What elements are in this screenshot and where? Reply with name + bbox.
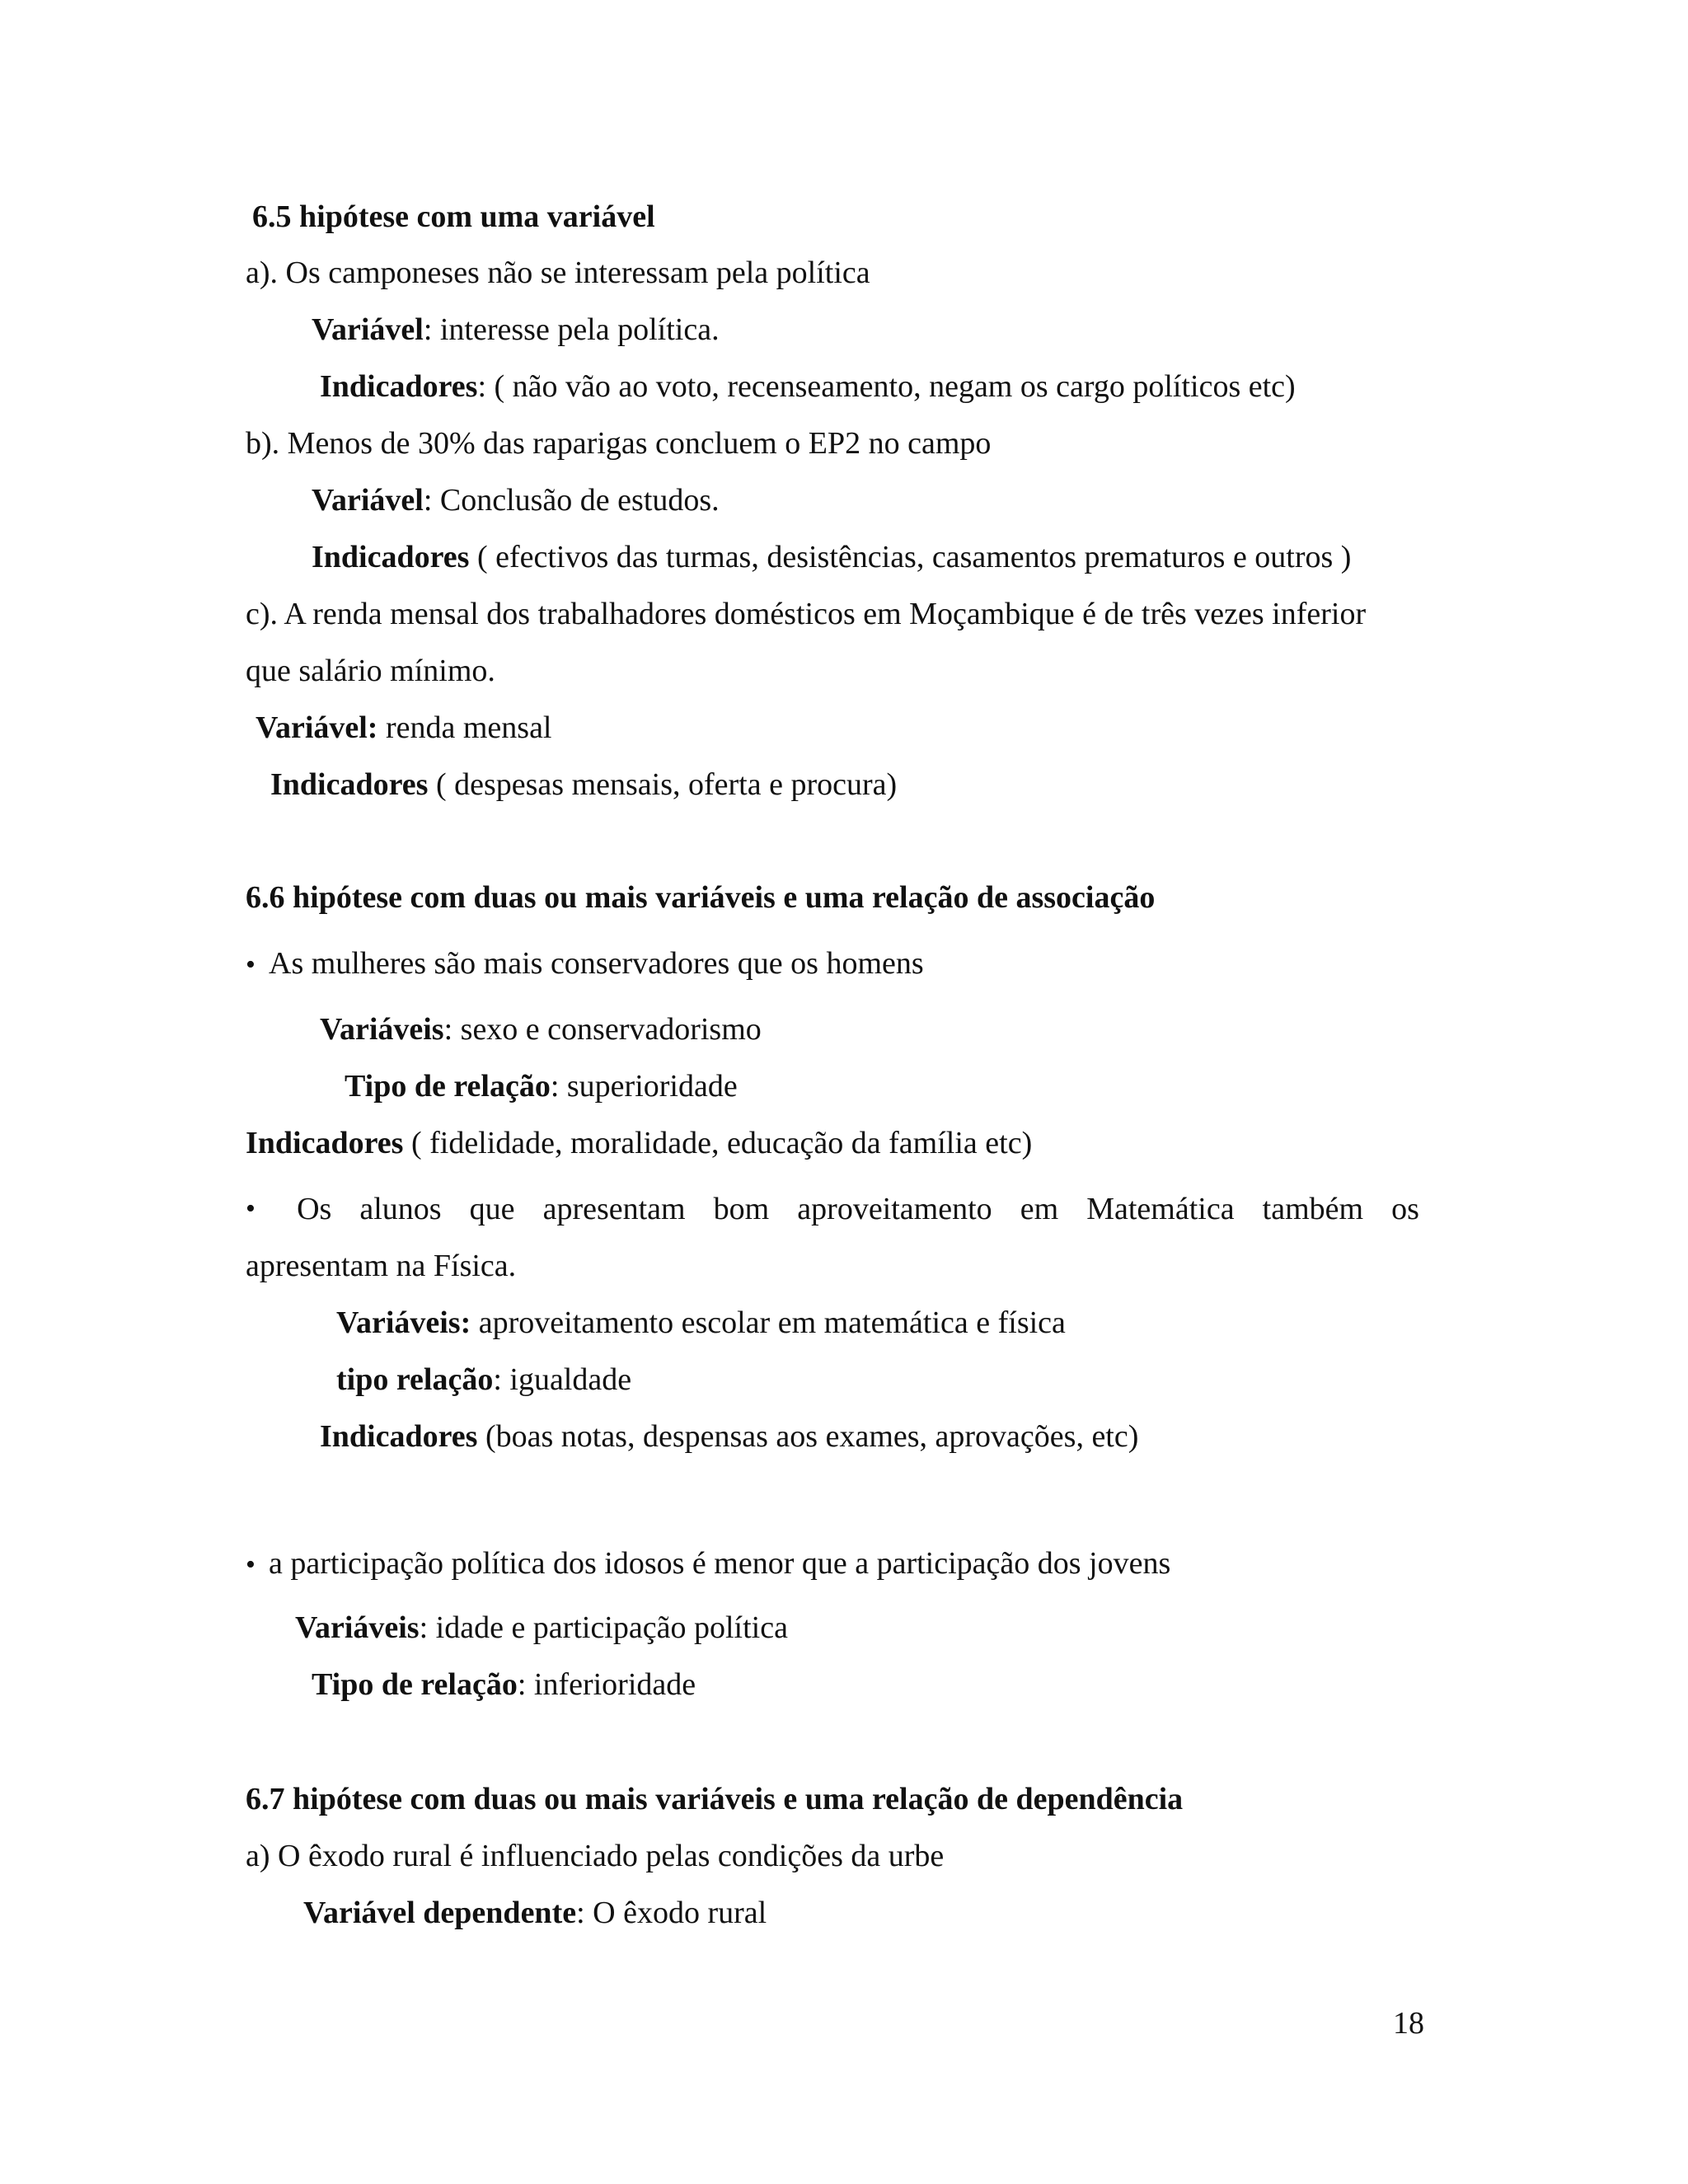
hypothesis-bullet-item bbox=[246, 944, 924, 984]
variable-label: Variável bbox=[312, 483, 424, 518]
variables-text: : sexo e conservadorismo bbox=[443, 1012, 762, 1047]
word: Os bbox=[297, 1192, 332, 1226]
variable-line bbox=[256, 709, 552, 747]
hypothesis-b-line: b). Menos de 30% das raparigas concluem o EP2 no campo bbox=[246, 426, 992, 461]
word: que bbox=[469, 1192, 515, 1226]
word: também bbox=[1262, 1192, 1364, 1226]
relation-type-line bbox=[312, 1666, 696, 1704]
variables-text: aproveitamento escolar em matemática e física bbox=[471, 1305, 1066, 1340]
relation-type-text: : inferioridade bbox=[517, 1667, 696, 1702]
hypothesis-c-line-2: que salário mínimo. bbox=[246, 654, 495, 688]
indicators-text: (boas notas, despensas aos exames, aprovações, etc) bbox=[477, 1419, 1139, 1454]
indicators-text: : ( não vão ao voto, recenseamento, negam os cargo políticos etc) bbox=[477, 369, 1296, 404]
hypothesis-bullet-item bbox=[246, 1190, 1419, 1228]
dependent-variable-line bbox=[303, 1894, 767, 1932]
indicators-label: Indicadores bbox=[246, 1126, 404, 1160]
word: apresentam bbox=[542, 1192, 686, 1226]
variables-line bbox=[336, 1304, 1066, 1342]
section-heading-6-5: 6.5 hipótese com uma variável bbox=[252, 199, 655, 234]
indicators-line bbox=[270, 766, 897, 804]
dependent-variable-label: Variável dependente bbox=[303, 1896, 577, 1930]
bullet-icon: • bbox=[246, 1193, 256, 1224]
variable-label: Variável bbox=[312, 312, 424, 347]
bullet-icon: • bbox=[246, 1549, 256, 1580]
section-heading-6-7: 6.7 hipótese com duas ou mais variáveis e uma relação de dependência bbox=[246, 1782, 1184, 1816]
indicators-label: Indicadores bbox=[312, 540, 470, 574]
indicators-text: ( efectivos das turmas, desistências, casamentos prematuros e outros ) bbox=[469, 540, 1352, 574]
variable-line bbox=[312, 311, 720, 349]
relation-type-line bbox=[345, 1067, 738, 1105]
word: bom bbox=[713, 1192, 770, 1226]
word: aproveitamento bbox=[797, 1192, 992, 1226]
relation-type-line bbox=[336, 1361, 631, 1399]
word: alunos bbox=[359, 1192, 442, 1226]
indicators-text: ( fidelidade, moralidade, educação da família etc) bbox=[403, 1126, 1033, 1160]
hypothesis-line-2: apresentam na Física. bbox=[246, 1249, 517, 1283]
variable-line bbox=[312, 481, 720, 519]
variables-label: Variáveis: bbox=[336, 1305, 471, 1340]
hypothesis-text: a participação política dos idosos é menor que a participação dos jovens bbox=[269, 1546, 1171, 1581]
indicators-line bbox=[320, 1418, 1138, 1455]
justified-line bbox=[246, 1190, 1419, 1228]
relation-type-text: : igualdade bbox=[493, 1362, 632, 1397]
indicators-text: ( despesas mensais, oferta e procura) bbox=[428, 767, 898, 802]
bullet-icon: • bbox=[246, 949, 256, 980]
indicators-line bbox=[320, 368, 1296, 405]
variables-label: Variáveis bbox=[295, 1610, 420, 1645]
variables-line bbox=[320, 1010, 762, 1048]
variables-label: Variáveis bbox=[320, 1012, 444, 1047]
variable-text: : Conclusão de estudos. bbox=[423, 483, 720, 518]
relation-type-label: tipo relação bbox=[336, 1362, 494, 1397]
variable-label: Variável: bbox=[256, 710, 378, 745]
variables-line bbox=[295, 1609, 788, 1647]
indicators-label: Indicadores bbox=[320, 1419, 478, 1454]
section-heading-6-6: 6.6 hipótese com duas ou mais variáveis e uma relação de associação bbox=[246, 880, 1156, 915]
page-number: 18 bbox=[1393, 2006, 1424, 2041]
hypothesis-a-line: a) O êxodo rural é influenciado pelas condições da urbe bbox=[246, 1839, 945, 1873]
hypothesis-text: As mulheres são mais conservadores que os homens bbox=[269, 946, 924, 981]
variables-text: : idade e participação política bbox=[419, 1610, 788, 1645]
word: em bbox=[1020, 1192, 1059, 1226]
relation-type-label: Tipo de relação bbox=[312, 1667, 518, 1702]
variable-text: renda mensal bbox=[377, 710, 552, 745]
indicators-label: Indicadores bbox=[270, 767, 429, 802]
relation-type-text: : superioridade bbox=[550, 1069, 738, 1104]
indicators-line bbox=[246, 1124, 1032, 1162]
word: Matemática bbox=[1086, 1192, 1235, 1226]
hypothesis-a-line: a). Os camponeses não se interessam pela política bbox=[246, 255, 870, 290]
indicators-label: Indicadores bbox=[320, 369, 478, 404]
hypothesis-bullet-item bbox=[246, 1544, 1170, 1584]
variable-text: : interesse pela política. bbox=[423, 312, 720, 347]
dependent-variable-text: : O êxodo rural bbox=[576, 1896, 767, 1930]
indicators-line bbox=[312, 538, 1351, 576]
hypothesis-c-line-1: c). A renda mensal dos trabalhadores domésticos em Moçambique é de três vezes inferior bbox=[246, 597, 1367, 631]
relation-type-label: Tipo de relação bbox=[345, 1069, 551, 1104]
word: os bbox=[1391, 1192, 1419, 1226]
